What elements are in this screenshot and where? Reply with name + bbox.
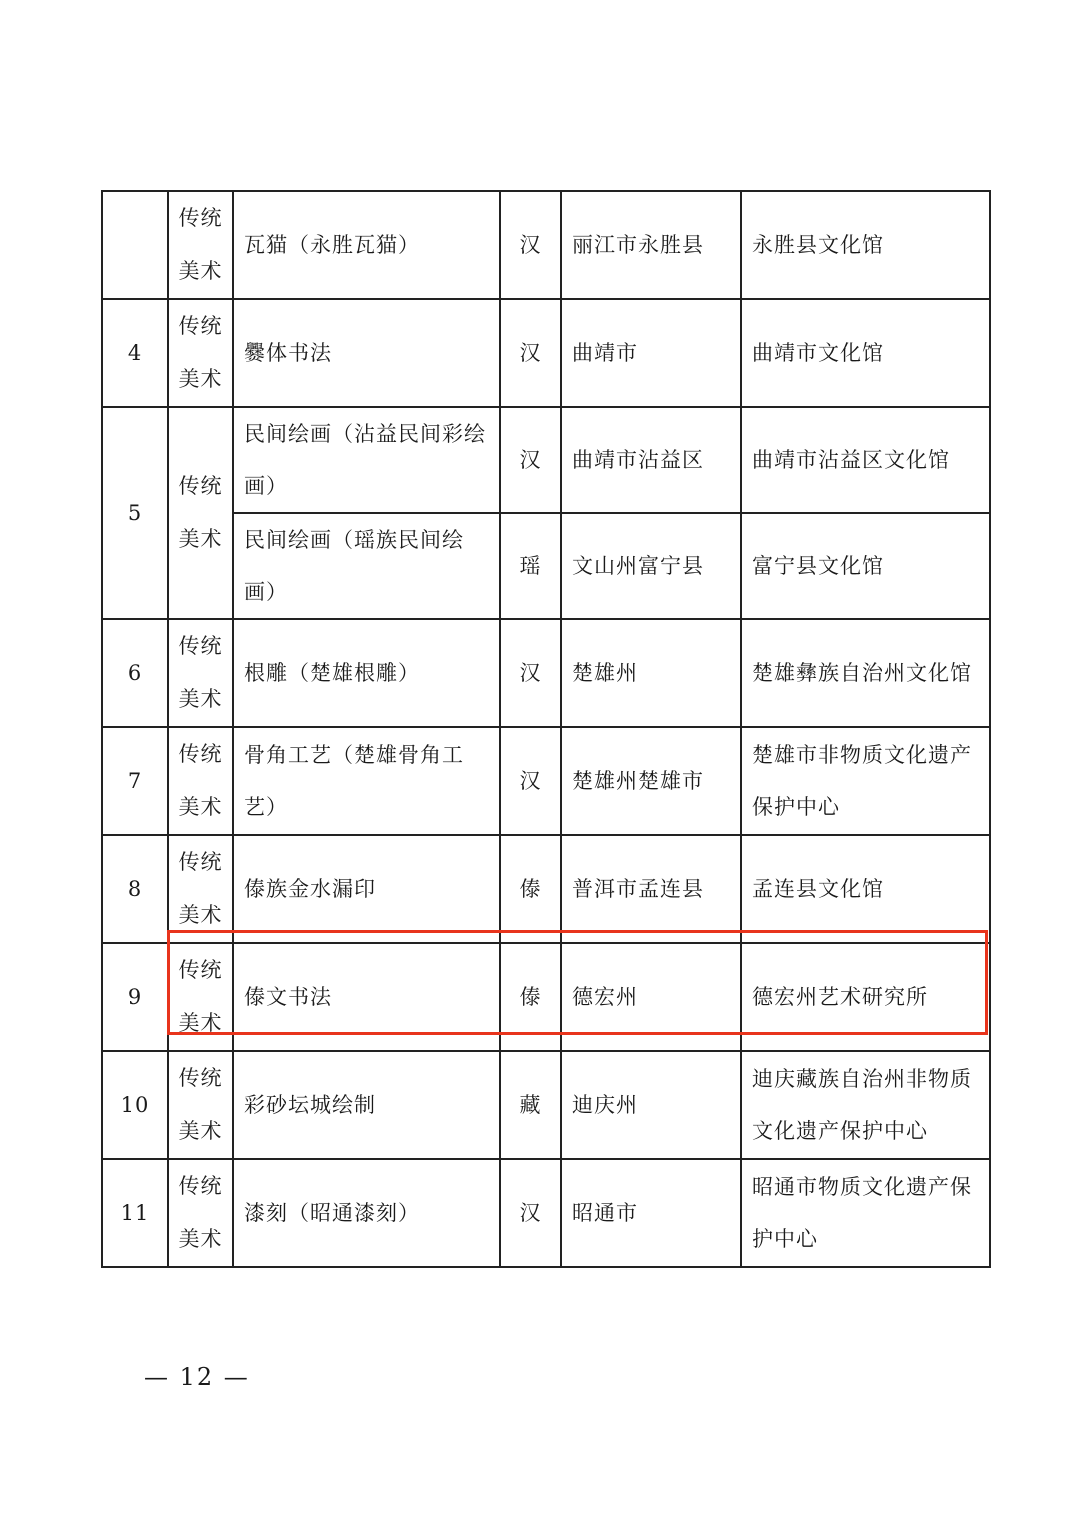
row-number: 10 (102, 1051, 168, 1159)
region-cell: 德宏州 (561, 943, 741, 1051)
ethnicity-cell: 傣 (500, 943, 561, 1051)
project-name-cell: 民间绘画（沾益民间彩绘 画） (233, 407, 500, 513)
page-number: — 12 — (144, 1363, 250, 1391)
ethnicity-cell: 汉 (500, 299, 561, 407)
region-cell: 曲靖市沾益区 (561, 407, 741, 513)
project-name-cell: 瓦猫（永胜瓦猫） (233, 191, 500, 299)
project-name-cell: 傣族金水漏印 (233, 835, 500, 943)
ethnicity-cell: 汉 (500, 619, 561, 727)
category-cell: 传统 美术 (168, 407, 233, 619)
category-cell: 传统 美术 (168, 1159, 233, 1267)
project-name-cell: 爨体书法 (233, 299, 500, 407)
region-cell: 丽江市永胜县 (561, 191, 741, 299)
table-row (102, 835, 990, 943)
protection-unit-cell: 曲靖市沾益区文化馆 (741, 407, 990, 513)
project-name-cell: 傣文书法 (233, 943, 500, 1051)
row-number: 9 (102, 943, 168, 1051)
table-row (102, 299, 990, 407)
category-cell: 传统 美术 (168, 727, 233, 835)
table-row (102, 1159, 990, 1267)
region-cell: 楚雄州 (561, 619, 741, 727)
category-cell: 传统 美术 (168, 299, 233, 407)
row-number: 4 (102, 299, 168, 407)
region-cell: 楚雄州楚雄市 (561, 727, 741, 835)
heritage-list-table (101, 190, 991, 1268)
row-number: 6 (102, 619, 168, 727)
row-number (102, 191, 168, 299)
project-name-cell: 骨角工艺（楚雄骨角工 艺） (233, 727, 500, 835)
category-cell: 传统 美术 (168, 191, 233, 299)
table-row (102, 619, 990, 727)
category-cell: 传统 美术 (168, 1051, 233, 1159)
protection-unit-cell: 昭通市物质文化遗产保 护中心 (741, 1159, 990, 1267)
table-row (102, 407, 990, 513)
ethnicity-cell: 傣 (500, 835, 561, 943)
ethnicity-cell: 汉 (500, 727, 561, 835)
region-cell: 文山州富宁县 (561, 513, 741, 619)
row-number: 11 (102, 1159, 168, 1267)
ethnicity-cell: 瑶 (500, 513, 561, 619)
ethnicity-cell: 汉 (500, 191, 561, 299)
region-cell: 昭通市 (561, 1159, 741, 1267)
table-row-highlighted (102, 943, 990, 1051)
project-name-cell: 根雕（楚雄根雕） (233, 619, 500, 727)
category-cell: 传统 美术 (168, 943, 233, 1051)
project-name-cell: 漆刻（昭通漆刻） (233, 1159, 500, 1267)
ethnicity-cell: 藏 (500, 1051, 561, 1159)
category-cell: 传统 美术 (168, 619, 233, 727)
region-cell: 普洱市孟连县 (561, 835, 741, 943)
table-row (102, 191, 990, 299)
protection-unit-cell: 楚雄彝族自治州文化馆 (741, 619, 990, 727)
ethnicity-cell: 汉 (500, 407, 561, 513)
protection-unit-cell: 楚雄市非物质文化遗产 保护中心 (741, 727, 990, 835)
row-number: 8 (102, 835, 168, 943)
project-name-cell: 民间绘画（瑶族民间绘 画） (233, 513, 500, 619)
table-row (102, 1051, 990, 1159)
protection-unit-cell: 曲靖市文化馆 (741, 299, 990, 407)
region-cell: 曲靖市 (561, 299, 741, 407)
region-cell: 迪庆州 (561, 1051, 741, 1159)
protection-unit-cell: 德宏州艺术研究所 (741, 943, 990, 1051)
protection-unit-cell: 迪庆藏族自治州非物质 文化遗产保护中心 (741, 1051, 990, 1159)
table-row (102, 727, 990, 835)
row-number: 5 (102, 407, 168, 619)
category-cell: 传统 美术 (168, 835, 233, 943)
protection-unit-cell: 孟连县文化馆 (741, 835, 990, 943)
row-number: 7 (102, 727, 168, 835)
protection-unit-cell: 富宁县文化馆 (741, 513, 990, 619)
table-row (102, 513, 990, 619)
ethnicity-cell: 汉 (500, 1159, 561, 1267)
protection-unit-cell: 永胜县文化馆 (741, 191, 990, 299)
project-name-cell: 彩砂坛城绘制 (233, 1051, 500, 1159)
